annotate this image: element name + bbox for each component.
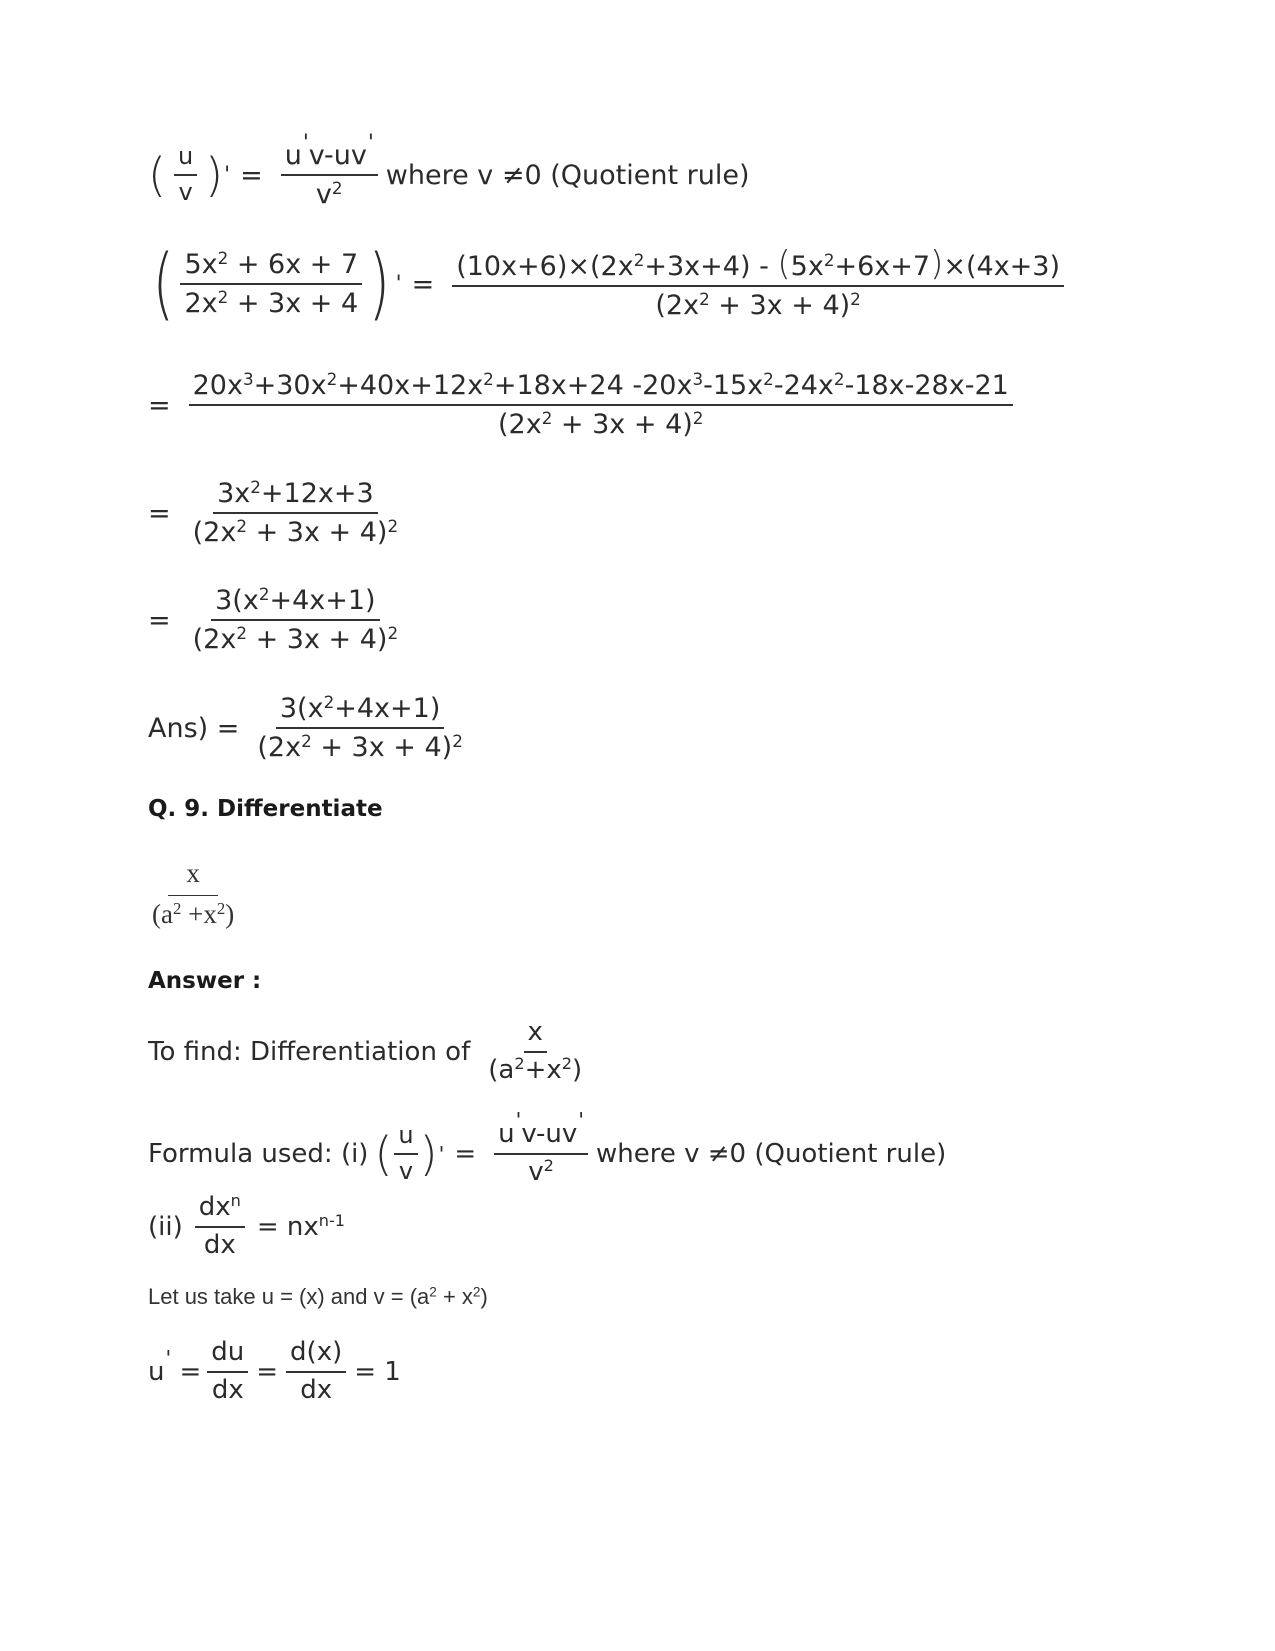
left-paren: ( xyxy=(374,1126,393,1181)
answer-heading: Answer : xyxy=(148,968,262,994)
left-paren: ( xyxy=(152,239,174,329)
du-dx-fraction: $\frac{du}{dx}$ xyxy=(207,1338,248,1406)
formula-label: Formula used: (i) xyxy=(148,1138,369,1169)
to-find-row xyxy=(148,1018,594,1086)
power-rule-fraction: $\frac{dx^n}{dx}$ xyxy=(195,1193,245,1261)
step1-rhs-fraction: $\frac{(10x+6)\times(2x^2+3x+4) - (5x^2+6x+7)\times(4x+3)}{(2x^2 + 3x + 4)^2}$ xyxy=(452,247,1064,321)
let-line: Let us take u = (x) and $v = (a^2 + x^2)$ xyxy=(148,1284,488,1309)
equals-sign: = xyxy=(148,604,171,636)
step2-row xyxy=(148,370,1021,440)
formula-row: Formula used: (i) ( $\frac{u}{v}$ ) ' = $\frac{u'v-uv'}{v^2}$ where v ≠0 (Quotient rule) xyxy=(148,1108,947,1187)
step1-row: ( $\frac{5x^2 + 6x + 7}{2x^2 + 3x + 4}$ ) ' = $\frac{(10x+6)\times(2x^2+3x+4) - (5x^2+6x+7)\times(4x+3)}{(2x^2 + 3x + 4)^2}$ xyxy=(148,245,1072,323)
step1-lhs-fraction: $\frac{5x^2 + 6x + 7}{2x^2 + 3x + 4}$ xyxy=(180,249,362,319)
step3-fraction: $\frac{3x^2+12x+3}{(2x^2 + 3x + 4)^2}$ xyxy=(192,476,399,549)
left-paren: ( xyxy=(148,148,166,203)
equals-sign: = xyxy=(411,268,435,300)
u-over-v: $\frac{u}{v}$ xyxy=(174,143,197,206)
formula-ii-label: (ii) xyxy=(148,1211,183,1242)
quotient-rule-row: ( $\frac{u}{v}$ ) ' = $\frac{u'v-uv'}{v^2}$ where v ≠0 (Quotient rule) xyxy=(148,129,750,211)
equals-sign: = xyxy=(454,1138,477,1169)
formula-fraction: $\frac{u'v-uv'}{v^2}$ xyxy=(494,1120,588,1188)
equals-sign: = xyxy=(148,497,171,529)
answer-fraction: $\frac{3(x^2+4x+1)}{(2x^2 + 3x + 4)^2}$ xyxy=(257,691,463,764)
formula-ii-row: (ii) $\frac{dx^n}{dx}$ = $nx^{n-1}$ xyxy=(148,1191,346,1260)
equals-sign: = xyxy=(240,159,263,191)
step4-row xyxy=(148,585,410,655)
answer-row xyxy=(148,693,475,763)
step3-row xyxy=(148,478,410,548)
dx-of-x-fraction: $\frac{d(x)}{dx}$ xyxy=(286,1338,346,1406)
right-paren: ) xyxy=(368,239,391,329)
formula-note: where v ≠0 (Quotient rule) xyxy=(595,1138,947,1169)
question-expression xyxy=(148,858,246,930)
quotient-rule-fraction: $\frac{u'v-uv'}{v^2}$ xyxy=(281,140,378,210)
step4-fraction: $\frac{3(x^2+4x+1)}{(2x^2 + 3x + 4)^2}$ xyxy=(192,583,399,656)
u-prime-row: u' = $\frac{du}{dx}$ = $\frac{d(x)}{dx}$ = 1 xyxy=(148,1337,401,1405)
to-find-label: To find: Differentiation of xyxy=(148,1036,471,1067)
step2-fraction: $\frac{20x^3+30x^2+40x+12x^2+18x+24 -20x^3-15x^2-24x^2-18x-28x-21}{(2x^2 + 3x + 4)^2}$ xyxy=(189,370,1013,440)
equals-sign: = xyxy=(148,389,171,421)
right-paren: ) xyxy=(419,1126,438,1181)
to-find-fraction: $\frac{x}{(a^2+x^2)}$ xyxy=(488,1017,583,1085)
question-fraction: $\frac{x}{(a^2 +x^2)}$ xyxy=(152,858,235,930)
quotient-rule-note: where v ≠0 (Quotient rule) xyxy=(385,159,750,191)
u-prime-result: = 1 xyxy=(354,1356,401,1387)
right-paren: ) xyxy=(205,148,224,203)
question-title: Q. 9. Differentiate xyxy=(148,796,383,822)
u-over-v: $\frac{u}{v}$ xyxy=(394,1122,417,1185)
answer-label: Ans) = xyxy=(148,712,240,744)
